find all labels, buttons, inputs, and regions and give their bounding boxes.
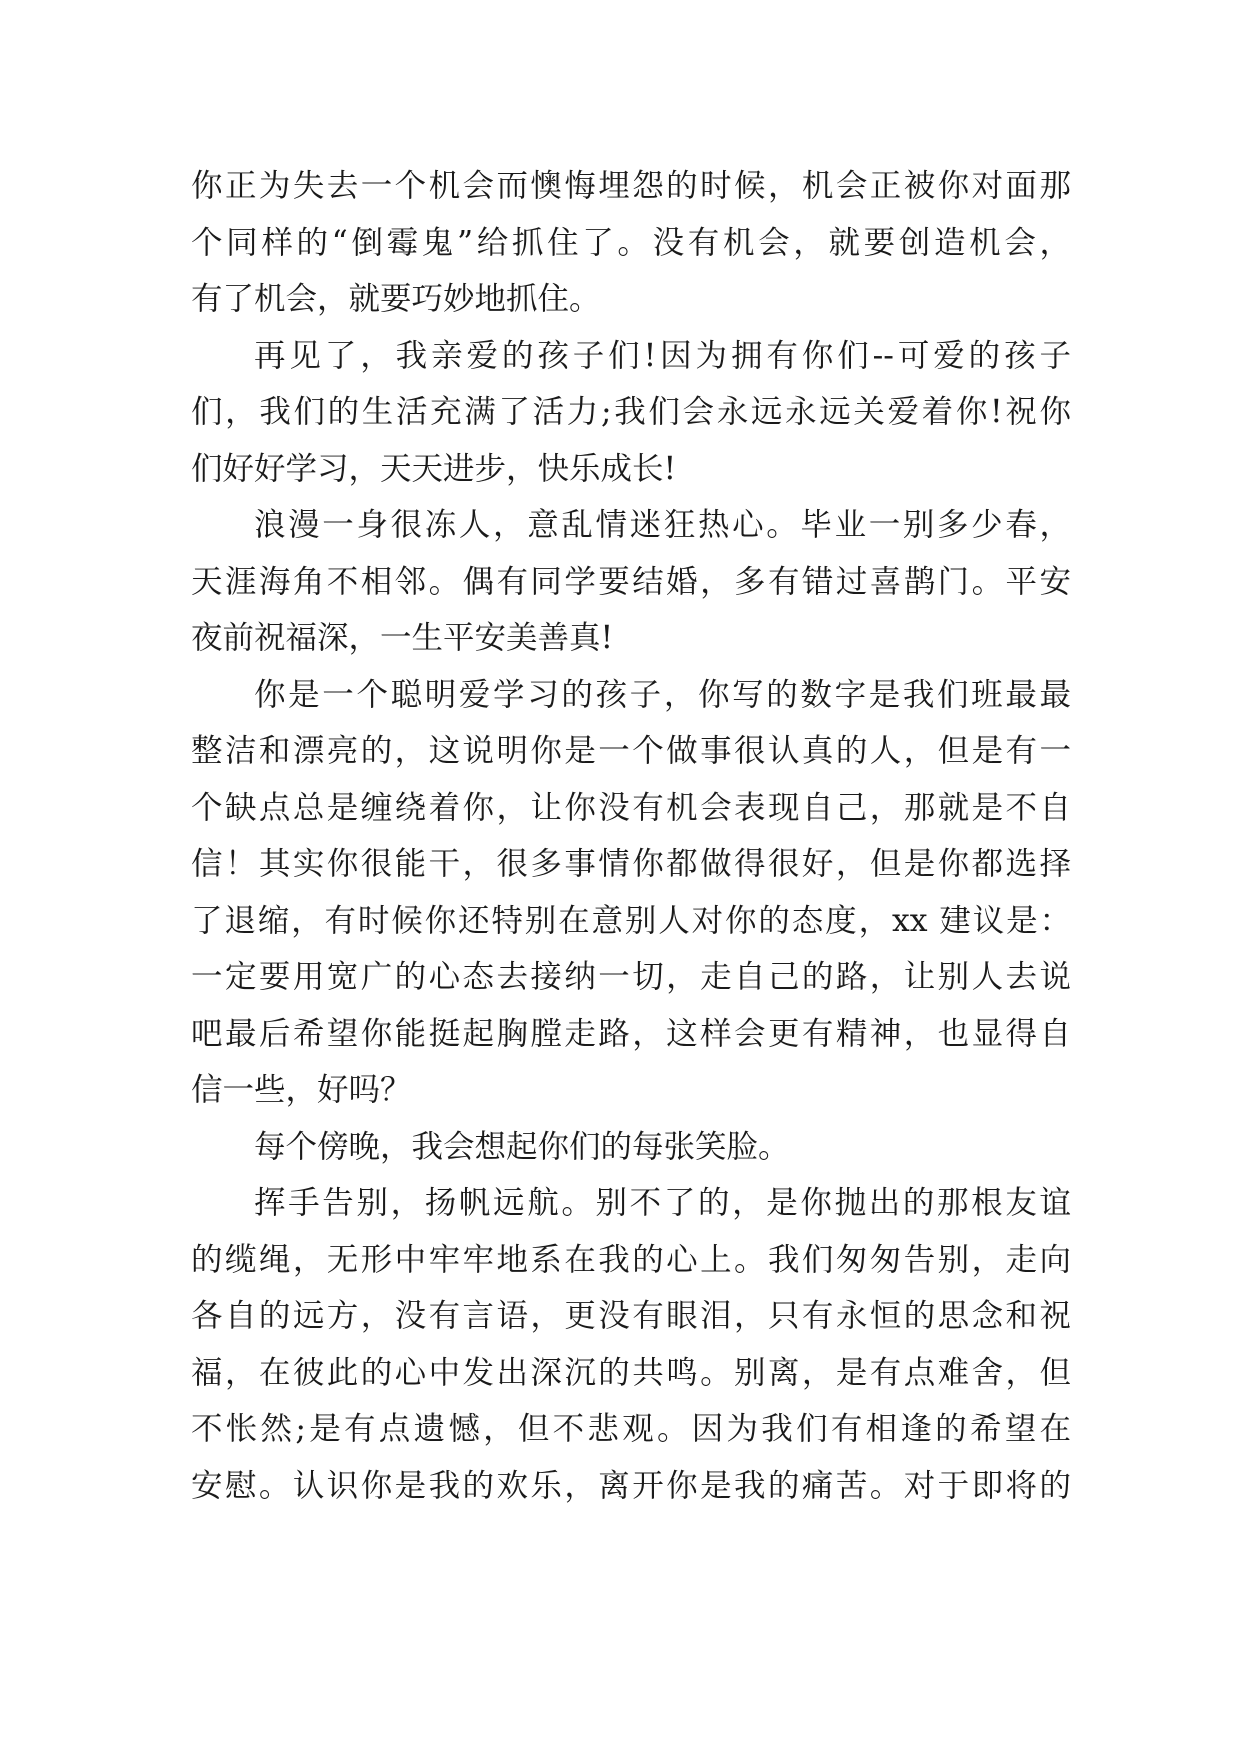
- document-body: [191, 158, 1071, 1514]
- text-line: 信！其实你很能干，很多事情你都做得很好，但是你都选择: [191, 846, 1071, 882]
- text-line: 个缺点总是缠绕着你，让你没有机会表现自己，那就是不自: [191, 789, 1071, 826]
- text-line: 再见了，我亲爱的孩子们!因为拥有你们--可爱的孩子: [254, 337, 1071, 374]
- text-line: 夜前祝福深，一生平安美善真!: [191, 620, 614, 656]
- text-line: 浪漫一身很冻人，意乱情迷狂热心。毕业一别多少春，: [254, 507, 1071, 543]
- text-line: 安慰。认识你是我的欢乐，离开你是我的痛苦。对于即将的: [191, 1467, 1071, 1504]
- text-line: 信一些，好吗？: [191, 1072, 412, 1108]
- text-line: 各自的远方，没有言语，更没有眼泪，只有永恒的思念和祝: [191, 1298, 1071, 1334]
- text-line: 福，在彼此的心中发出深沉的共鸣。别离，是有点难舍，但: [191, 1354, 1071, 1391]
- text-line: 吧最后希望你能挺起胸膛走路，这样会更有精神，也显得自: [191, 1015, 1071, 1052]
- text-line: 一定要用宽广的心态去接纳一切，走自己的路，让别人去说: [191, 959, 1071, 995]
- text-line: 个同样的“倒霉鬼”给抓住了。没有机会，就要创造机会，: [191, 224, 1071, 261]
- text-line: 你正为失去一个机会而懊悔埋怨的时候，机会正被你对面那: [191, 168, 1071, 204]
- text-line: 们好好学习，天天进步，快乐成长!: [191, 450, 677, 487]
- text-line: 不怅然;是有点遗憾，但不悲观。因为我们有相逢的希望在: [191, 1411, 1071, 1447]
- text-line: 每个傍晚，我会想起你们的每张笑脸。: [254, 1128, 790, 1165]
- text-line: 天涯海角不相邻。偶有同学要结婚，多有错过喜鹊门。平安: [191, 563, 1071, 600]
- text-line: 的缆绳，无形中牢牢地系在我的心上。我们匆匆告别，走向: [191, 1241, 1071, 1278]
- text-line: 挥手告别，扬帆远航。别不了的，是你抛出的那根友谊: [254, 1185, 1071, 1221]
- text-line: 了退缩，有时候你还特别在意别人对你的态度，xx 建议是：: [191, 902, 1071, 939]
- text-line: 们，我们的生活充满了活力;我们会永远永远关爱着你!祝你: [191, 394, 1071, 430]
- text-line: 你是一个聪明爱学习的孩子，你写的数字是我们班最最: [254, 676, 1071, 713]
- text-line: 整洁和漂亮的，这说明你是一个做事很认真的人，但是有一: [191, 733, 1071, 769]
- text-line: 有了机会，就要巧妙地抓住。: [191, 281, 601, 317]
